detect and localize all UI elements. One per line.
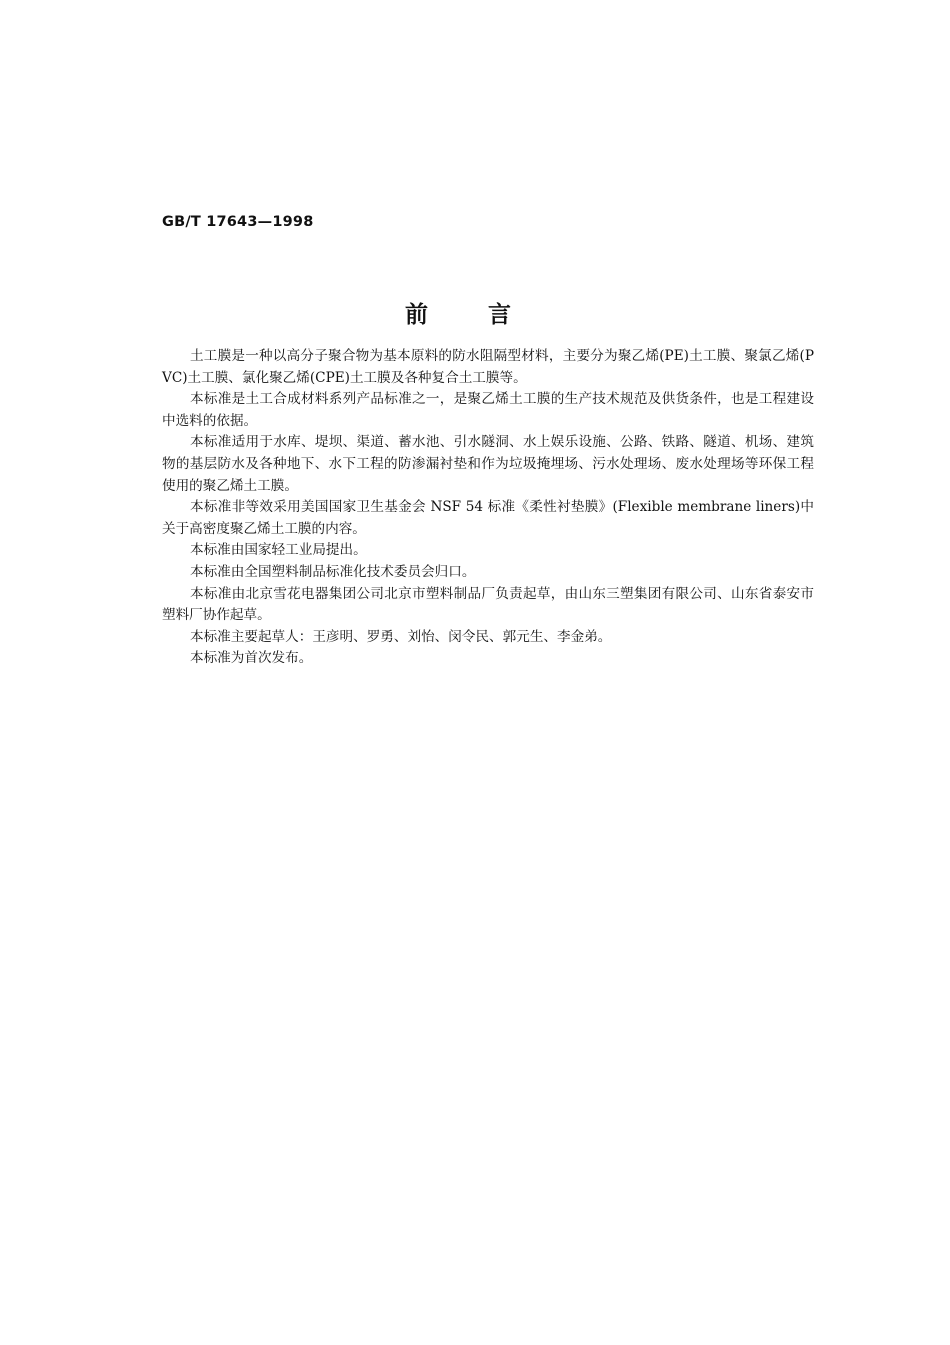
paragraph-6: 本标准由全国塑料制品标准化技术委员会归口。 bbox=[190, 563, 476, 580]
paragraph-9: 本标准为首次发布。 bbox=[190, 650, 313, 667]
page-title: 前言 bbox=[405, 302, 571, 328]
paragraph-3: 本标准适用于水库、堤坝、渠道、蓄水池、引水隧洞、水上娱乐设施、公路、铁路、隧道、机场、建筑物的基层防水及各种地下、水下工程的防渗漏衬垫和作为垃圾掩埋场、污水处理场、废水处理场等环保工程使用的聚乙烯土工膜。 bbox=[162, 434, 814, 494]
paragraph-7: 本标准由北京雪花电器集团公司北京市塑料制品厂负责起草，由山东三塑集团有限公司、山东省泰安市塑料厂协作起草。 bbox=[162, 585, 814, 624]
paragraph-1: 土工膜是一种以高分子聚合物为基本原料的防水阻隔型材料，主要分为聚乙烯(PE)土工膜、聚氯乙烯(PVC)土工膜、氯化聚乙烯(CPE)土工膜及各种复合土工膜等。 bbox=[162, 348, 814, 386]
paragraph-2: 本标准是土工合成材料系列产品标准之一，是聚乙烯土工膜的生产技术规范及供货条件，也是工程建设中选料的依据。 bbox=[162, 391, 814, 429]
paragraph-5: 本标准由国家轻工业局提出。 bbox=[190, 542, 367, 559]
paragraph-8: 本标准主要起草人：王彦明、罗勇、刘怡、闵令民、郭元生、李金弟。 bbox=[190, 628, 612, 645]
foreword-body bbox=[162, 346, 814, 670]
standard-code: GB/T 17643—1998 bbox=[162, 214, 314, 230]
paragraph-4: 本标准非等效采用美国国家卫生基金会 NSF 54 标准《柔性衬垫膜》(Flexible membrane liners)中关于高密度聚乙烯土工膜的内容。 bbox=[162, 499, 814, 537]
